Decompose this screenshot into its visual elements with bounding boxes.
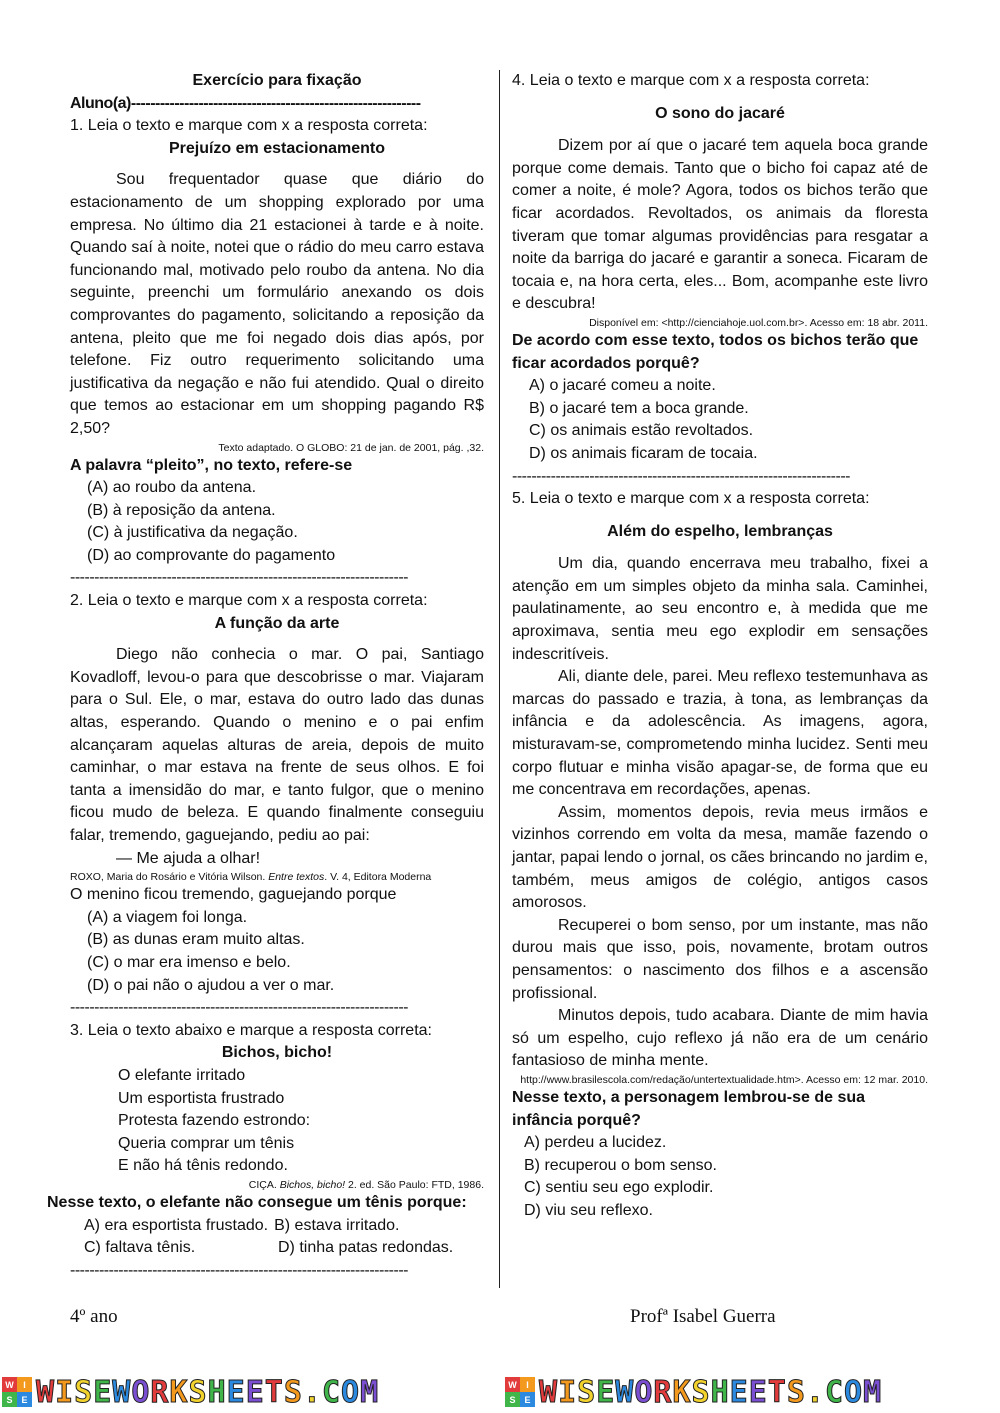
question-5 (512, 488, 928, 1222)
q5-option-b[interactable]: B) recuperou o bom senso. (524, 1156, 717, 1174)
q1-option-c[interactable]: (C) à justificativa da negação. (87, 524, 298, 542)
q3-options-row-1 (70, 1215, 484, 1238)
q2-option-c[interactable]: (C) o mar era imenso e belo. (87, 953, 291, 971)
q5-instruction: 5. Leia o texto e marque com x a resposta correta: (512, 490, 870, 508)
wiseworksheets-logo-icon: W I S E (2, 1377, 32, 1407)
q2-instruction: 2. Leia o texto e marque com x a resposta correta: (70, 592, 428, 610)
q5-paragraph: Um dia, quando encerrava meu trabalho, fixei a atenção em um simples objeto da minha sala. Caminhei, paulatinamente, ao seu encontro e, à medida que me aproximava, sentia meu ego explodir em sensações indescritíveis. (512, 555, 928, 663)
q2-title: A função da arte (214, 614, 340, 632)
footer-grade: 4º ano (70, 1306, 118, 1327)
q5-source: http://www.brasilescola.com/redação/untertextualidade.htm>. Acesso em: 12 mar. 2010. (520, 1073, 928, 1086)
q2-source-book: Entre textos (268, 871, 325, 884)
q3-option-a[interactable]: A) era esportista frustado. (84, 1216, 269, 1234)
q5-question: Nesse texto, a personagem lembrou-se de sua infância porquê? (512, 1088, 866, 1129)
q4-option-b[interactable]: B) o jacaré tem a boca grande. (529, 399, 749, 417)
footer-teacher: Profª Isabel Guerra (630, 1306, 776, 1327)
q5-option-d[interactable]: D) viu seu reflexo. (524, 1201, 653, 1219)
q3-source-author: CIÇA. (248, 1178, 280, 1191)
q2-option-d[interactable]: (D) o pai não o ajudou a ver o mar. (87, 976, 335, 994)
q2-source (70, 870, 484, 884)
divider-line: ---------------------------------------------------------------------- (70, 1261, 408, 1279)
watermark-banner (0, 1372, 1000, 1413)
q3-options-row-2 (70, 1237, 484, 1260)
exercise-title: Exercício para fixação (192, 72, 362, 89)
q2-text: Diego não conhecia o mar. O pai, Santiago Kovadloff, levou-o para que descobrisse o mar. Viajaram para o Sul. Ele, o mar, estava do outro lado das dunas altas, esperando. Quando o menino e o pai enfim alcançaram aquelas alturas de areia, depois de muito caminhar, o mar estava na frente de seus olhos. E foi tanta a imensidão do mar, e tanto fulgor, que o menino ficou mudo de beleza. E quando finalmente conseguiu falar, tremendo, gaguejando, pediu ao pai: (70, 646, 484, 844)
watermark-brand[interactable] (505, 1376, 882, 1408)
q5-option-a[interactable]: A) perdeu a lucidez. (524, 1134, 667, 1152)
q3-poem-line: Um esportista frustrado (118, 1089, 285, 1107)
q5-paragraph: Minutos depois, tudo acabara. Diante de mim havia só um espelho, cujo reflexo já não era de um cenário fantasioso de minha mente. (512, 1007, 928, 1070)
divider-line: ---------------------------------------------------------------------- (512, 467, 850, 485)
q3-option-c[interactable]: C) faltava tênis. (84, 1239, 196, 1257)
q4-option-c[interactable]: C) os animais estão revoltados. (529, 422, 754, 440)
q3-source-book: Bichos, bicho! (279, 1178, 346, 1191)
q2-source-author: ROXO, Maria do Rosário e Vitória Wilson. (70, 871, 269, 884)
q4-option-d[interactable]: D) os animais ficaram de tocaia. (529, 444, 758, 462)
divider-line: ---------------------------------------------------------------------- (70, 569, 408, 587)
q4-text: Dizem por aí que o jacaré tem aquela boca grande porque come demais. Tanto que o bicho foi capaz até de comer a noite, é mole? Agora, todos os bichos terão que ficar acordados. Revoltados, os animais da floresta tiveram que tomar algumas providências para resgatar a noite da barriga do jacaré e garantir a soneca. Ficaram de tocaia e, na hora certa, eles... Bom, acompanhe este livro e descubra! (512, 137, 928, 313)
q5-paragraph: Assim, momentos depois, revia meus irmãos e vizinhos correndo em volta da mesa, mamãe fazendo o jantar, papai lendo o jornal, os cães brincando no jardim e, também, meus amigos de colégio, antigos casos amorosos. (512, 803, 928, 912)
q2-source-edition: . V. 4, Editora Moderna (324, 871, 432, 884)
q1-source: Texto adaptado. O GLOBO: 21 de jan. de 2001, pág. ,32. (218, 441, 484, 454)
q4-option-a[interactable]: A) o jacaré comeu a noite. (529, 377, 716, 395)
q1-option-d[interactable]: (D) ao comprovante do pagamento (87, 546, 336, 564)
q3-poem-line: O elefante irritado (118, 1066, 246, 1084)
q3-title: Bichos, bicho! (221, 1044, 333, 1062)
q1-question: A palavra “pleito”, no texto, refere-se (70, 456, 353, 474)
q1-instruction: 1. Leia o texto e marque com x a resposta correta: (70, 117, 428, 135)
q3-question: Nesse texto, o elefante não consegue um tênis porque: (47, 1193, 467, 1211)
q5-option-c[interactable]: C) sentiu seu ego explodir. (524, 1179, 714, 1197)
question-2 (70, 590, 484, 1020)
q3-option-d[interactable]: D) tinha patas redondas. (278, 1239, 454, 1257)
q1-text: Sou frequentador quase que diário do estacionamento de um shopping explorado por uma empresa. No último dia 21 estacionei à tarde e à noite. Quando saí à noite, notei que o rádio do meu carro estava funcionando mal, motivado pelo roubo da antena. No dia seguinte, preenchi um formulário anexando os dois comprovantes do pagamento, solicitando a reposição da antena, pleito que me foi negado dois dias após, por telefone. Fiz outro requerimento solicitando uma justificativa da negação e não fui atendido. Qual o direito que temos ao estacionar em um shopping pagando R$ 2,50? (70, 171, 484, 437)
q1-option-a[interactable]: (A) ao roubo da antena. (87, 479, 257, 497)
q2-option-a[interactable]: (A) a viagem foi longa. (87, 908, 248, 926)
watermark-brand[interactable] (2, 1376, 379, 1408)
divider-line: ---------------------------------------------------------------------- (70, 999, 408, 1017)
watermark-text: WISEWORKSHEETS.COM (36, 1374, 380, 1410)
q4-source: Disponível em: <http://cienciahoje.uol.com.br>. Acesso em: 18 abr. 2011. (589, 316, 928, 329)
q3-instruction: 3. Leia o texto abaixo e marque a resposta correta: (70, 1021, 432, 1039)
right-column (512, 70, 928, 1223)
wiseworksheets-logo-icon: W I S E (505, 1377, 535, 1407)
q4-instruction: 4. Leia o texto e marque com x a resposta correta: (512, 72, 870, 89)
student-name-line[interactable]: Aluno(a)------------------------------------------------------------ (70, 94, 421, 112)
q3-poem-line: E não há tênis redondo. (118, 1157, 288, 1175)
question-1 (70, 115, 484, 590)
q5-paragraph: Ali, diante dele, parei. Meu reflexo testemunhava as marcas do passado e trazia, à tona, as lembranças da infância e da adolescência. As imagens, agora, misturavam-se, comprometendo minha lucidez. Senti meu corpo flutuar e minha visão apagar-se, de forma que eu me concentrava em recordações, apenas. (512, 668, 928, 799)
q1-title: Prejuízo em estacionamento (168, 139, 386, 157)
q5-paragraph: Recuperei o bom senso, por um instante, mas não durou mais que isso, pois, novamente, brotam outros pensamentos: o nascimento dos filhos e a ascensão profissional. (512, 916, 928, 1002)
watermark-text: WISEWORKSHEETS.COM (539, 1374, 883, 1410)
q3-poem-line: Protesta fazendo estrondo: (118, 1112, 311, 1130)
column-divider (499, 70, 500, 1288)
q3-poem-line: Queria comprar um tênis (118, 1134, 295, 1152)
q3-option-b[interactable]: B) estava irritado. (274, 1216, 400, 1234)
q2-speech: — Me ajuda a olhar! (116, 849, 261, 867)
q2-question: O menino ficou tremendo, gaguejando porque (70, 886, 397, 904)
left-column (47, 70, 484, 1282)
q2-option-b[interactable]: (B) as dunas eram muito altas. (87, 931, 305, 949)
q4-title: O sono do jacaré (655, 104, 785, 122)
q5-title: Além do espelho, lembranças (607, 522, 833, 540)
q3-source-edition: 2. ed. São Paulo: FTD, 1986. (345, 1178, 484, 1191)
question-3 (47, 1020, 484, 1283)
q4-question: De acordo com esse texto, todos os bichos terão que ficar acordados porquê? (512, 331, 919, 372)
q1-option-b[interactable]: (B) à reposição da antena. (87, 501, 276, 519)
q3-source (70, 1178, 484, 1192)
question-4 (512, 70, 928, 488)
